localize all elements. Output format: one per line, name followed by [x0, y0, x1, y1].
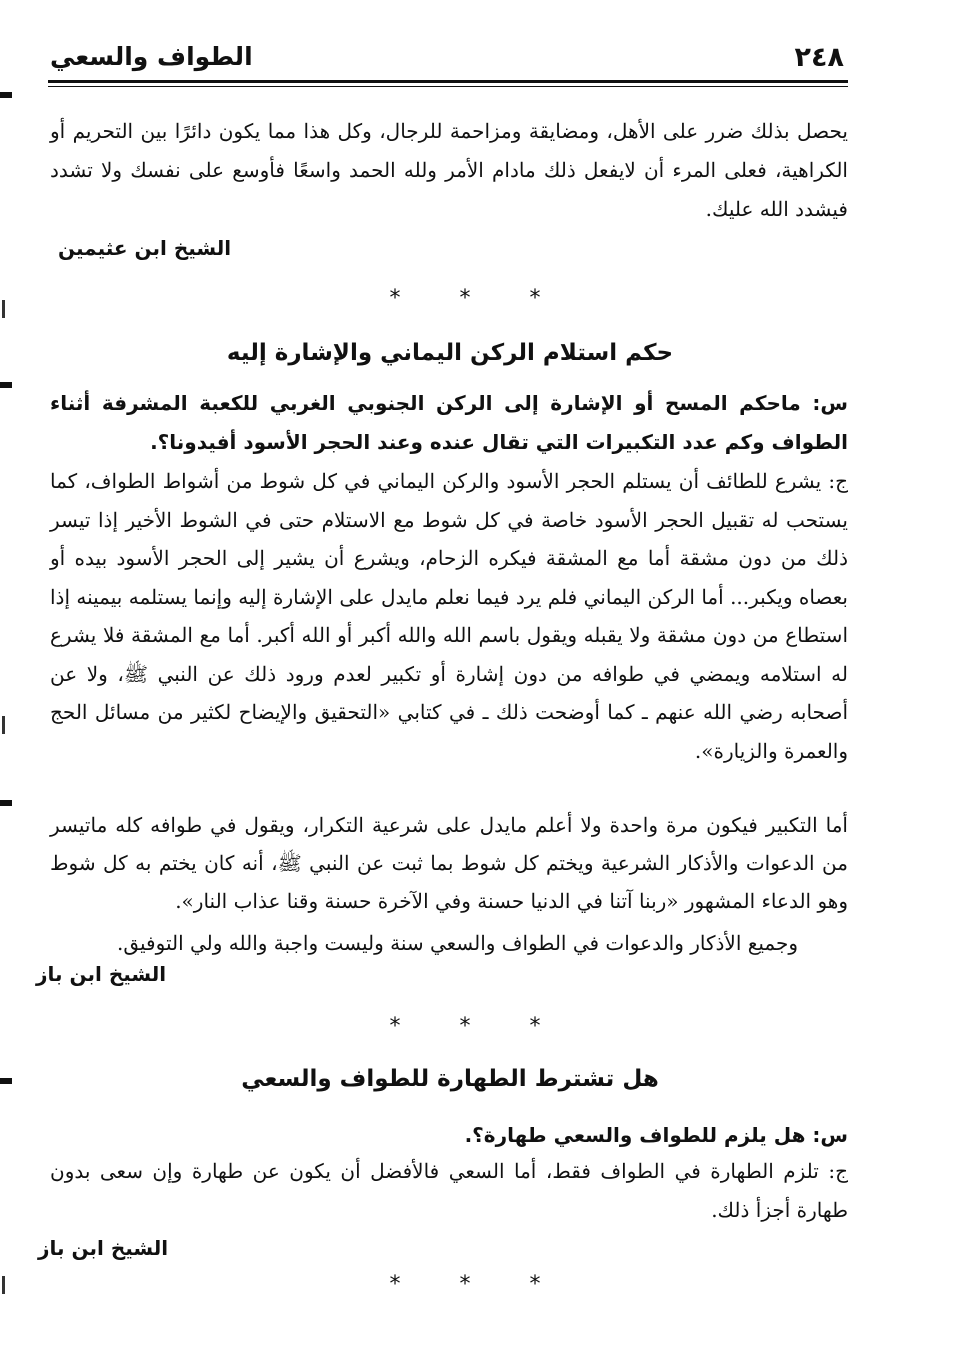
section-heading-purity: هل تشترط الطهارة للطواف والسعي — [241, 1066, 659, 1092]
answer-purity: ج: تلزم الطهارة في الطواف فقط، أما السعي فالأفضل أن يكون عن طهارة وإن سعى بدون طهارة أجزأ ذلك. — [50, 1159, 848, 1222]
separator-stars-3: * * * — [389, 1272, 567, 1297]
separator-stars: * * * — [389, 286, 567, 311]
header-rule-thin — [48, 86, 848, 87]
running-header-title: الطواف والسعي — [50, 42, 253, 71]
continued-paragraph: يحصل بذلك ضرر على الأهل، ومضايقة ومزاحمة للرجال، وكل هذا مما يكون دائرًا بين التحريم أو الكراهية، فعلى المرء أن لايفعل ذلك مادام الأمر ولله الحمد واسعًا فأوسع على نفسك ولا تشدد فيشدد الله عليك. — [50, 119, 848, 221]
scan-edge-mark — [2, 300, 5, 318]
scan-edge-mark — [0, 92, 12, 98]
signature-ibn-baz-2: الشيخ ابن باز — [38, 1236, 169, 1260]
question-yemeni-corner: س: ماحكم المسح أو الإشارة إلى الركن الجنوبي الغربي للكعبة المشرفة أثناء الطواف وكم عدد التكبيرات التي تقال عنده وعند الحجر الأسود أفيدونا؟. — [50, 391, 848, 454]
signature-ibn-baz-1: الشيخ ابن باز — [36, 962, 167, 986]
header-rule — [48, 80, 848, 83]
question-purity: س: هل يلزم للطواف والسعي طهارة؟. — [464, 1123, 848, 1147]
scan-edge-mark — [0, 1078, 12, 1084]
scan-edge-mark — [0, 382, 12, 388]
scan-edge-mark — [2, 716, 5, 734]
answer-yemeni-corner: ج: يشرع للطائف أن يستلم الحجر الأسود والركن اليماني في كل شوط من أشواط الطواف، كما يستحب له تقبيل الحجر الأسود خاصة في كل شوط مع الاستلام حتى في الشوط الأخير إذا تيسر ذلك من دون مشقة أما مع المشقة فيكره الزحام، ويشرع أن يشير إلى الحجر الأسود بيده أو بعصاه ويكبر... أما الركن اليماني فلم يرد فيما نعلم مايدل على الإشارة إليه وإنما يستلمه بيمينه إذا استطاع من دون مشقة ولا يقبله ويقول باسم الله والله أكبر أو الله أكبر. أما مع المشقة فلا يشرع له استلامه ويمضي في طوافه من دون إشارة أو تكبير لعدم ورود ذلك عن النبي ﷺ، ولا عن أصحابه رضي الله عنهم ـ كما أوضحت ذلك ـ في كتابي «التحقيق والإيضاح لكثير من مسائل الحج والعمرة والزيارة». — [50, 469, 848, 763]
section-heading-yemeni-corner: حكم استلام الركن اليماني والإشارة إليه — [226, 340, 674, 366]
scan-edge-mark — [2, 1276, 5, 1294]
page-number: ٢٤٨ — [794, 42, 844, 73]
separator-stars-2: * * * — [389, 1014, 567, 1039]
paragraph-adhkar: وجميع الأذكار والدعوات في الطواف والسعي سنة وليست واجبة والله ولي التوفيق. — [116, 931, 798, 955]
paragraph-takbir: أما التكبير فيكون مرة واحدة ولا أعلم مايدل على شرعية التكرار، ويقول في طوافه كله ماتيسر من الدعوات والأذكار الشرعية ويختم كل شوط بما ثبت عن النبي ﷺ، أنه كان يختم به كل شوط وهو الدعاء المشهور «ربنا آتنا في الدنيا حسنة وفي الآخرة حسنة وقنا عذاب النار». — [50, 813, 848, 913]
signature-ibn-uthaymeen: الشيخ ابن عثيمين — [58, 236, 232, 260]
scan-edge-mark — [0, 800, 12, 806]
